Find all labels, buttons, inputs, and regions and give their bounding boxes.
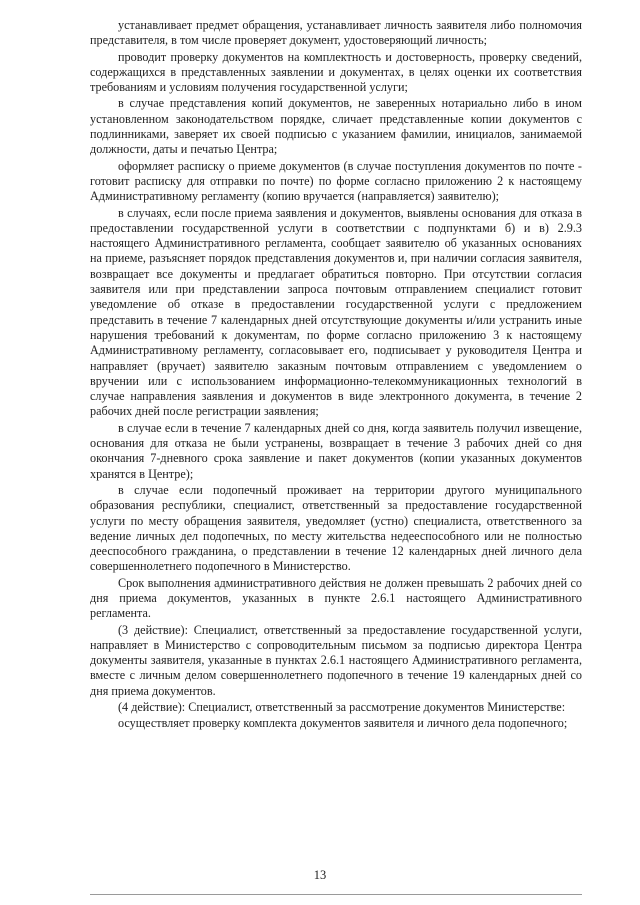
paragraph-identity-check: устанавливает предмет обращения, устанавливает личность заявителя либо полномочия представителя, в том числе проверяет документ, удостоверяющий личность; — [90, 18, 582, 48]
document-body — [90, 18, 582, 733]
paragraph-receipt: оформляет расписку о приеме документов (в случае поступления документов по почте - готовит расписку для отправки по почте) по форме согласно приложению 2 к настоящему Административному регламенту (копию вручается (направляется) заявителю); — [90, 158, 582, 204]
paragraph-action-3: (3 действие): Специалист, ответственный за предоставление государственной услуги, направляет в Министерство с сопроводительным письмом за подписью директора Центра документы заявителя, указанные в пунктах 2.6.1 настоящего Административного регламента, вместе с личным делом совершеннолетнего подопечного в течение 19 календарных дней со дня приема документов. — [90, 622, 582, 698]
paragraph-return-documents: в случае если в течение 7 календарных дней со дня, когда заявитель получил извещение, основания для отказа не были устранены, возвращает в течение 3 рабочих дней со дня окончания 7-дневного срока заявление и пакет документов (копии указанных документов хранятся в Центре); — [90, 420, 582, 481]
paragraph-action-deadline: Срок выполнения административного действия не должен превышать 2 рабочих дней со дня приема документов, указанных в пункте 2.6.1 настоящего Административного регламента. — [90, 575, 582, 621]
paragraph-action-4: (4 действие): Специалист, ответственный за рассмотрение документов Министерстве: — [118, 700, 566, 715]
paragraph-other-municipality: в случае если подопечный проживает на территории другого муниципального образования республики, специалист, ответственный за предоставление государственной услуги по месту обращения заявителя, уведомляет (устно) специалиста, ответственного за ведение личных дел подопечных, по месту жительства недееспособного или не полностью дееспособного гражданина, о представлении в течение 12 календарных дней личного дела совершеннолетнего подопечного в Министерство. — [90, 482, 582, 574]
paragraph-copies-verification: в случае представления копий документов, не заверенных нотариально либо в ином установленном законодательством порядке, сличает представленные копии документов с подлинниками, заверяет их своей подписью с указанием фамилии, инициалов, занимаемой должности, даты и печатью Центра; — [90, 96, 582, 157]
paragraph-refusal-grounds: в случаях, если после приема заявления и документов, выявлены основания для отказа в предоставлении государственной услуги в соответствии с подпунктами б) и в) 2.9.3 настоящего Административного регламента, сообщает заявителю об указанных основаниях на приеме, разъясняет порядок представления документов и, при наличии согласия заявителя, возвращает все документы и предлагает обратиться повторно. При отсутствии согласия заявителя или при представлении запроса почтовым отправлением специалист готовит уведомление об отказе в предоставлении государственной услуги с предложением представить в течение 7 календарных дней отсутствующие документы и/или устранить иные нарушения требований к документам, по форме согласно приложению 3 к настоящему Административному регламенту, согласовывает его, подписывает у руководителя Центра и направляет (вручает) заявителю заказным почтовым отправлением с уведомлением о вручении или с использованием информационно-телекоммуникационных технологий в случае направления заявления и документов в виде электронного документа, в течение 2 рабочих дней после регистрации заявления; — [90, 205, 582, 419]
bottom-rule — [90, 894, 582, 895]
page-number: 13 — [313, 868, 327, 882]
paragraph-documents-check: проводит проверку документов на комплектность и достоверность, проверку сведений, содержащихся в представленных заявлении и документах, в целях оценки их соответствия требованиям и условиям получения государственной услуги; — [90, 49, 582, 95]
paragraph-check-completeness: осуществляет проверку комплекта документов заявителя и личного дела подопечного; — [118, 716, 568, 731]
